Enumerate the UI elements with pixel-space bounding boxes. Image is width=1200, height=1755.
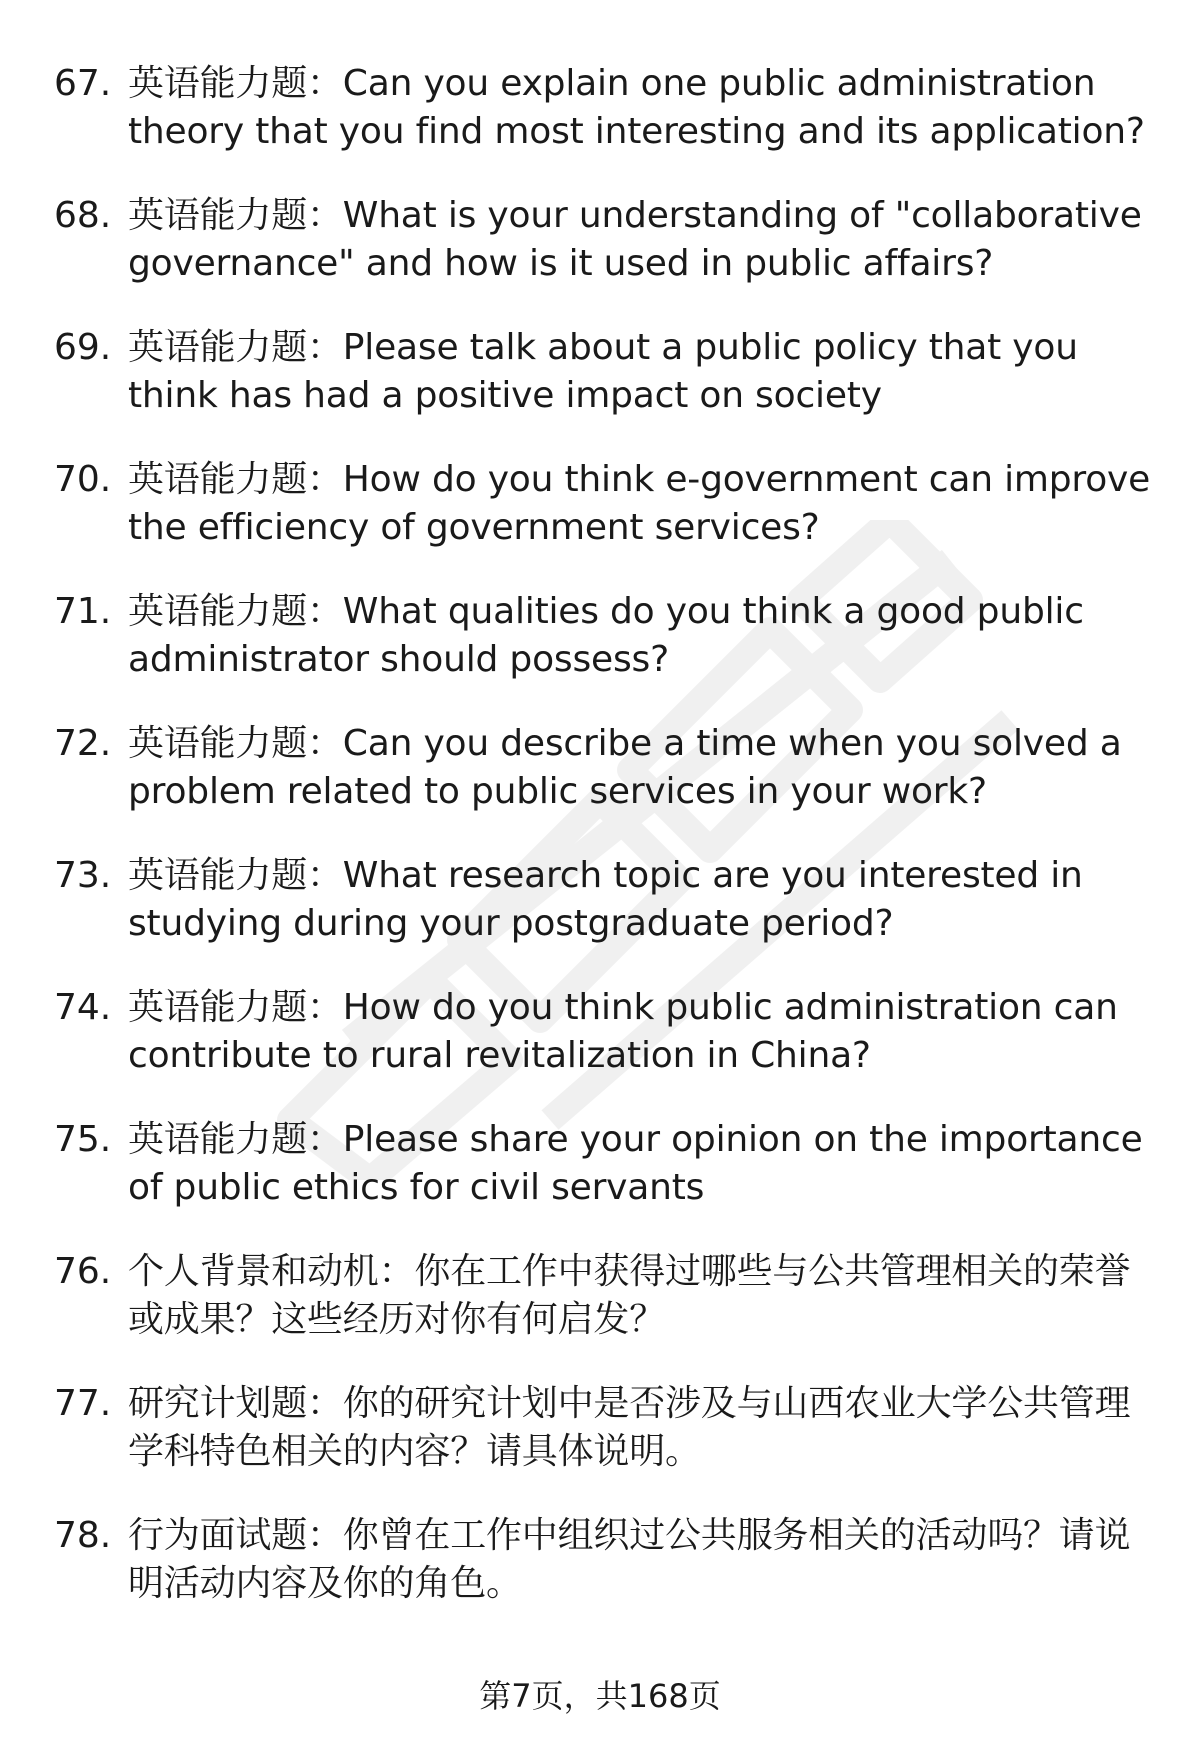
question-item [0,588,1200,720]
question-item [0,984,1200,1116]
question-item [0,1248,1200,1380]
question-item [0,720,1200,852]
question-item [0,192,1200,324]
page-number-label: 第7页，共168页 [479,1677,721,1715]
question-number: 69. [54,327,112,368]
question-item [0,60,1200,192]
question-text: 英语能力题：What research topic are you interested in studying during your postgraduate period? [128,855,1083,944]
question-item [0,1512,1200,1644]
question-number: 76. [54,1251,112,1292]
question-item [0,324,1200,456]
question-text: 英语能力题：Please talk about a public policy that you think has had a positive impact on society [128,327,1078,416]
question-number: 67. [54,63,112,104]
question-number: 74. [54,987,112,1028]
question-number: 73. [54,855,112,896]
question-text: 英语能力题：Can you explain one public administration theory that you find most interesting and its application? [128,63,1145,152]
question-text: 英语能力题：What qualities do you think a good public administrator should possess? [128,591,1084,680]
question-item [0,1116,1200,1248]
question-text: 英语能力题：How do you think e-government can improve the efficiency of government services? [128,459,1151,548]
question-number: 70. [54,459,112,500]
question-number: 71. [54,591,112,632]
question-number: 77. [54,1383,112,1424]
question-number: 72. [54,723,112,764]
question-item [0,852,1200,984]
question-text: 英语能力题：Can you describe a time when you solved a problem related to public services in your work? [128,723,1122,812]
question-text: 个人背景和动机：你在工作中获得过哪些与公共管理相关的荣誉或成果？这些经历对你有何启发？ [128,1251,1131,1340]
question-text: 英语能力题：Please share your opinion on the importance of public ethics for civil servants [128,1119,1143,1208]
question-text: 英语能力题：How do you think public administration can contribute to rural revitalization in China? [128,987,1118,1076]
question-text: 研究计划题：你的研究计划中是否涉及与山西农业大学公共管理学科特色相关的内容？请具体说明。 [128,1383,1131,1472]
question-item [0,1380,1200,1512]
question-list [0,60,1200,1644]
question-number: 75. [54,1119,112,1160]
question-item [0,456,1200,588]
question-text: 行为面试题：你曾在工作中组织过公共服务相关的活动吗？请说明活动内容及你的角色。 [128,1515,1131,1604]
question-text: 英语能力题：What is your understanding of "collaborative governance" and how is it used in public affairs? [128,195,1142,284]
question-number: 78. [54,1515,112,1556]
question-number: 68. [54,195,112,236]
page-footer [0,1676,1200,1716]
